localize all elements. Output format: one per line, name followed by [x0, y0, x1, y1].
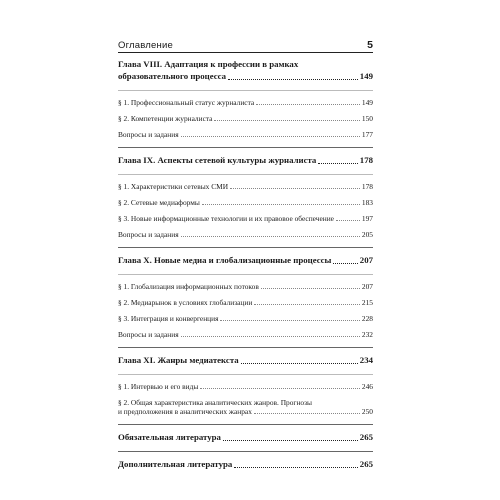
toc-chapter-entry[interactable]	[118, 255, 373, 266]
divider	[118, 347, 373, 348]
toc-back-page: 265	[359, 459, 373, 469]
header-rule	[118, 52, 373, 53]
toc-section-page: 205	[361, 230, 373, 239]
divider	[118, 274, 373, 275]
toc-chapter-page: 234	[359, 355, 373, 365]
toc-section-title: § 2. Сетевые медиаформы	[118, 198, 200, 207]
dot-leader	[181, 336, 360, 337]
toc-section-page: 178	[361, 182, 373, 191]
toc-section-title: § 1. Профессиональный статус журналиста	[118, 98, 255, 107]
toc-section-entry[interactable]	[118, 314, 373, 323]
dot-leader	[333, 263, 357, 264]
dot-leader	[336, 220, 360, 221]
dot-leader	[254, 413, 360, 414]
divider	[118, 147, 373, 148]
table-of-contents	[118, 58, 373, 470]
toc-section-entry[interactable]	[118, 407, 373, 416]
toc-chapter-entry[interactable]	[118, 71, 373, 82]
toc-section-title: § 3. Новые информационные технологии и их правовое обеспечение	[118, 214, 334, 223]
dot-leader	[318, 163, 357, 164]
toc-section-page: 228	[361, 314, 373, 323]
toc-chapter-page: 207	[359, 255, 373, 265]
toc-section-title: § 1. Характеристики сетевых СМИ	[118, 182, 229, 191]
dot-leader	[228, 79, 358, 80]
toc-section-page: 207	[361, 282, 373, 291]
toc-section-entry[interactable]	[118, 298, 373, 307]
toc-section-title-line: § 2. Общая характеристика аналитических жанров. Прогнозы	[118, 398, 313, 407]
page-number: 5	[367, 39, 373, 51]
dot-leader	[261, 288, 360, 289]
toc-section-page: 149	[361, 98, 373, 107]
toc-chapter-entry[interactable]	[118, 355, 373, 366]
toc-chapter-title: Глава XI. Жанры медиатекста	[118, 355, 239, 365]
toc-back-page: 265	[359, 432, 373, 442]
toc-section-page: 177	[361, 130, 373, 139]
toc-section-entry[interactable]	[118, 330, 373, 339]
toc-section-title: § 2. Компетенции журналиста	[118, 114, 213, 123]
divider	[118, 247, 373, 248]
toc-section-page: 150	[361, 114, 373, 123]
toc-section-entry[interactable]	[118, 182, 373, 191]
dot-leader	[256, 104, 360, 105]
toc-chapter-title: Глава IX. Аспекты сетевой культуры журналиста	[118, 155, 317, 165]
dot-leader	[181, 236, 360, 237]
toc-chapter-title: Глава X. Новые медиа и глобализационные процессы	[118, 255, 332, 265]
toc-chapter-page: 149	[359, 71, 373, 81]
toc-section-title: Вопросы и задания	[118, 230, 179, 239]
dot-leader	[214, 120, 359, 121]
toc-chapter-page: 178	[359, 155, 373, 165]
toc-chapter-entry[interactable]	[118, 155, 373, 166]
dot-leader	[223, 440, 358, 441]
running-header	[118, 37, 373, 51]
toc-section-title: § 3. Интеграция и конвергенция	[118, 314, 219, 323]
toc-section-title: Вопросы и задания	[118, 130, 179, 139]
dot-leader	[220, 320, 359, 321]
toc-section-entry[interactable]	[118, 230, 373, 239]
toc-back-title: Обязательная литература	[118, 432, 221, 442]
toc-section-entry[interactable]	[118, 130, 373, 139]
toc-section-title: § 2. Медиарынок в условиях глобализации	[118, 298, 253, 307]
toc-section-page: 197	[361, 214, 373, 223]
toc-chapter-title-line: Глава VIII. Адаптация к профессии в рамках	[118, 59, 299, 69]
divider	[118, 174, 373, 175]
divider	[118, 451, 373, 452]
toc-section-entry[interactable]	[118, 282, 373, 291]
toc-section-title: и предположения в аналитических жанрах	[118, 407, 252, 416]
toc-section-page: 232	[361, 330, 373, 339]
dot-leader	[181, 136, 360, 137]
running-title: Оглавление	[118, 40, 173, 51]
dot-leader	[200, 388, 360, 389]
dot-leader	[202, 204, 360, 205]
toc-back-entry[interactable]	[118, 432, 373, 443]
dot-leader	[241, 363, 358, 364]
divider	[118, 424, 373, 425]
toc-section-page: 215	[361, 298, 373, 307]
toc-section-title: § 1. Интервью и его виды	[118, 382, 199, 391]
dot-leader	[230, 188, 360, 189]
toc-back-entry[interactable]	[118, 459, 373, 470]
toc-back-title: Дополнительная литература	[118, 459, 233, 469]
toc-section-entry[interactable]	[118, 382, 373, 391]
toc-section-entry[interactable]	[118, 98, 373, 107]
toc-section-title: Вопросы и задания	[118, 330, 179, 339]
toc-section-page: 250	[361, 407, 373, 416]
dot-leader	[234, 467, 357, 468]
dot-leader	[254, 304, 360, 305]
toc-section-entry[interactable]	[118, 114, 373, 123]
divider	[118, 90, 373, 91]
toc-section-entry[interactable]	[118, 198, 373, 207]
toc-chapter-title: образовательного процесса	[118, 71, 227, 81]
toc-section-entry[interactable]	[118, 214, 373, 223]
toc-section-page: 183	[361, 198, 373, 207]
toc-section-title: § 1. Глобализация информационных потоков	[118, 282, 259, 291]
divider	[118, 374, 373, 375]
toc-section-page: 246	[361, 382, 373, 391]
